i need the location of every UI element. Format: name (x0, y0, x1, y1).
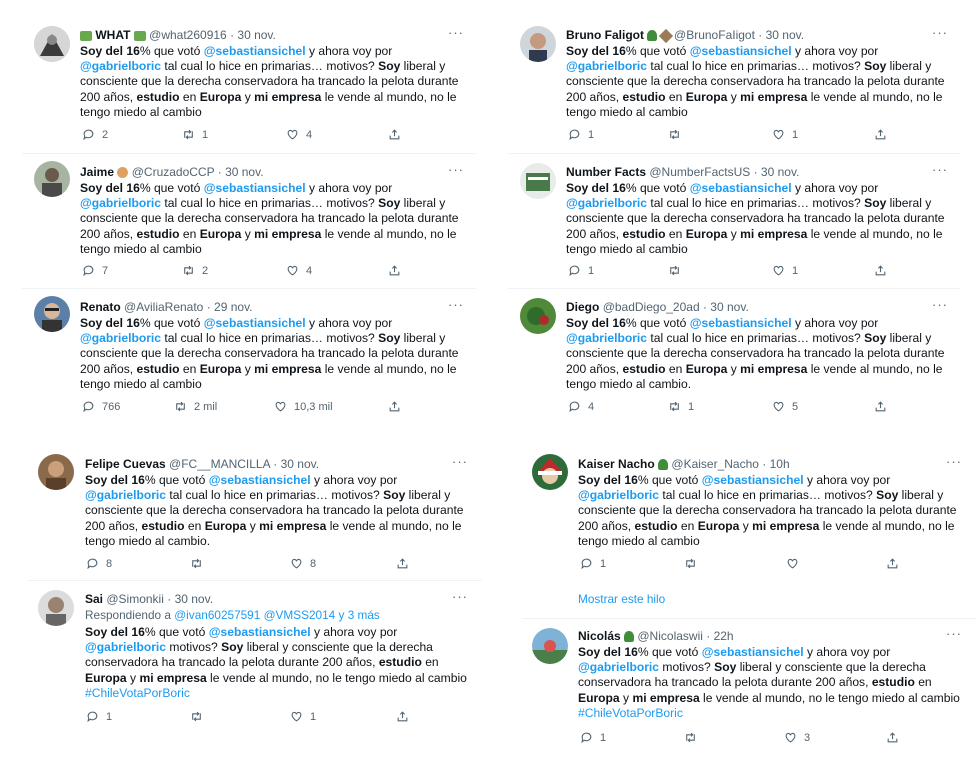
user-handle[interactable]: @BrunoFaIigot (674, 28, 755, 42)
tweet-text: Soy del 16% que votó @sebastiansichel y ahora voy por @gabrielboric motivos? Soy liberal y consciente que la derecha conservadora ha trancado la pelota durante 200 años, estudio en Europa y mi empresa le vende al mundo, no le tengo miedo al cambio #ChileVotaPorBoric (578, 645, 960, 720)
heart-icon (786, 557, 799, 570)
more-options-icon[interactable]: ··· (946, 626, 962, 641)
tweet[interactable] (28, 444, 482, 581)
tweet-date[interactable]: · 30 nov. (753, 165, 800, 179)
tweet-panel-top-right (508, 16, 960, 428)
reply-button[interactable]: 1 (568, 264, 594, 277)
share-button[interactable] (396, 557, 409, 570)
tweet[interactable] (508, 16, 960, 154)
heart-icon (286, 128, 299, 141)
tweet-text: Soy del 16% que votó @sebastiansichel y ahora voy por @gabrielboric tal cual lo hice en primarias… motivos? Soy liberal y consciente que la derecha conservadora ha trancado la pelota durante 200 años, estudio en Europa y mi empresa le vende al mundo, no le tengo miedo al cambio (80, 181, 459, 256)
tweet-header (566, 300, 749, 314)
tweet-actions (568, 264, 928, 278)
avatar[interactable] (532, 628, 568, 664)
retweet-button[interactable] (668, 128, 688, 141)
tweet-actions (82, 264, 442, 278)
tweet-date[interactable]: · 22h (706, 629, 734, 643)
user-handle[interactable]: @CruzadoCCP (131, 165, 215, 179)
tweet-text: Soy del 16% que votó @sebastiansichel y ahora voy por @gabrielboric tal cual lo hice en primarias… motivos? Soy liberal y consciente que la derecha conservadora ha trancado la pelota durante 200 años, estudio en Europa y mi empresa le vende al mundo, no le tengo miedo al cambio (566, 44, 945, 119)
share-icon (886, 557, 899, 570)
reply-button[interactable]: 1 (86, 710, 112, 723)
tweet-header (85, 457, 319, 471)
reply-button[interactable]: 2 (82, 128, 108, 141)
retweet-button[interactable]: 2 (182, 264, 208, 277)
tweet-date[interactable]: · 30 nov. (217, 165, 264, 179)
reply-icon (82, 400, 95, 413)
tweet-date[interactable]: · 29 nov. (206, 300, 253, 314)
tweet-header (85, 592, 213, 606)
retweet-icon (182, 264, 195, 277)
display-name[interactable]: Number Facts (566, 165, 647, 179)
retweet-icon (182, 128, 195, 141)
tree-icon (624, 631, 634, 642)
like-button[interactable]: 5 (772, 400, 798, 413)
retweet-button[interactable]: 2 mil (174, 400, 217, 413)
like-button[interactable]: 1 (290, 710, 316, 723)
heart-icon (290, 710, 303, 723)
tweet-panel-bottom-left (28, 444, 482, 744)
more-options-icon[interactable]: ··· (448, 297, 464, 312)
hashtag-link[interactable]: #ChileVotaPorBoric (85, 685, 190, 700)
tweet-actions (568, 400, 928, 414)
heart-icon (784, 731, 797, 744)
tweet-text: Soy del 16% que votó @sebastiansichel y ahora voy por @gabrielboric tal cual lo hice en primarias… motivos? Soy liberal y consciente que la derecha conservadora ha trancado la pelota durante 200 años, estudio en Europa y mi empresa le vende al mundo, no le tengo miedo al cambio (566, 181, 945, 256)
tweet[interactable] (22, 153, 476, 289)
retweet-icon (668, 400, 681, 413)
display-name[interactable]: Diego (566, 300, 600, 314)
reply-icon (568, 400, 581, 413)
tweet-actions (568, 128, 928, 142)
like-button[interactable]: 1 (772, 264, 798, 277)
tweet-actions (580, 557, 940, 571)
retweet-icon (668, 264, 681, 277)
retweet-button[interactable]: 1 (182, 128, 208, 141)
reply-icon (82, 264, 95, 277)
share-button[interactable] (886, 731, 899, 744)
like-button[interactable]: 4 (286, 128, 312, 141)
reply-icon (86, 710, 99, 723)
share-icon (396, 710, 409, 723)
tweet-actions (86, 557, 446, 571)
tweet-text: Soy del 16% que votó @sebastiansichel y ahora voy por @gabrielboric tal cual lo hice en primarias… motivos? Soy liberal y consciente que la derecha conservadora ha trancado la pelota durante 200 años, estudio en Europa y mi empresa le vende al mundo, no le tengo miedo al cambio (80, 316, 459, 391)
more-options-icon[interactable]: ··· (452, 589, 468, 604)
more-options-icon[interactable]: ··· (946, 454, 962, 469)
hashtag-link[interactable]: #ChileVotaPorBoric (578, 705, 683, 720)
like-button[interactable]: 8 (290, 557, 316, 570)
share-icon (886, 731, 899, 744)
tweet[interactable] (22, 288, 476, 428)
tweet[interactable] (508, 288, 960, 428)
reply-icon (86, 557, 99, 570)
share-button[interactable] (874, 400, 887, 413)
tweet-date[interactable]: · 30 nov. (758, 28, 805, 42)
heart-icon (274, 400, 287, 413)
user-handle[interactable]: @badDiego_20ad (602, 300, 700, 314)
tweet-header (80, 165, 264, 179)
tweet-header (80, 300, 253, 314)
tweet-text: Soy del 16% que votó @sebastiansichel y ahora voy por @gabrielboric tal cual lo hice en primarias… motivos? Soy liberal y consciente que la derecha conservadora ha trancado la pelota durante 200 años, estudio en Europa y mi empresa le vende al mundo, no le tengo miedo al cambio. (566, 316, 945, 391)
like-button[interactable]: 1 (772, 128, 798, 141)
retweet-icon (190, 557, 203, 570)
tweet-panel-bottom-right (522, 444, 976, 756)
display-name[interactable]: Sai (85, 592, 104, 606)
user-handle[interactable]: @Nicolaswii (637, 629, 703, 643)
avatar[interactable] (34, 161, 70, 197)
reply-button[interactable]: 766 (82, 400, 120, 413)
like-button[interactable] (786, 557, 806, 570)
heart-icon (772, 264, 785, 277)
retweet-button[interactable] (684, 557, 704, 570)
reply-icon (580, 731, 593, 744)
reply-button[interactable]: 8 (86, 557, 112, 570)
reply-button[interactable]: 4 (568, 400, 594, 413)
reply-button[interactable]: 7 (82, 264, 108, 277)
reply-icon (82, 128, 95, 141)
tweet[interactable] (522, 444, 976, 619)
display-name[interactable]: Kaiser Nacho (578, 457, 655, 471)
tweet-date[interactable]: · 30 nov. (230, 28, 276, 42)
tree-icon (658, 459, 668, 470)
tweet-date[interactable]: · 30 nov. (702, 300, 749, 314)
tweet-header (566, 165, 799, 179)
like-button[interactable]: 3 (784, 731, 810, 744)
more-options-icon[interactable]: ··· (932, 162, 948, 177)
avatar[interactable] (520, 26, 556, 62)
share-button[interactable] (388, 400, 401, 413)
tweet-actions (82, 128, 442, 142)
display-name[interactable]: Jaime (80, 165, 115, 179)
reply-button[interactable]: 1 (580, 731, 606, 744)
retweet-button[interactable] (190, 710, 210, 723)
tweet-actions (82, 400, 462, 414)
retweet-icon (668, 128, 681, 141)
tweet[interactable] (522, 618, 976, 756)
retweet-icon (684, 557, 697, 570)
show-thread-link[interactable]: Mostrar este hilo (578, 592, 666, 606)
retweet-button[interactable]: 1 (668, 400, 694, 413)
dog-emoji-icon (117, 167, 128, 178)
heart-icon (290, 557, 303, 570)
reply-to-link[interactable]: @ivan60257591 @VMSS2014 y 3 más (174, 608, 380, 622)
retweet-button[interactable] (668, 264, 688, 277)
display-name[interactable]: Renato (80, 300, 121, 314)
display-name[interactable]: Felipe Cuevas (85, 457, 166, 471)
tweet-date[interactable]: · 30 nov. (273, 457, 320, 471)
share-icon (874, 400, 887, 413)
share-button[interactable] (388, 264, 401, 277)
user-handle[interactable]: @FC__MANCILLA (169, 457, 270, 471)
reply-icon (580, 557, 593, 570)
reply-button[interactable]: 1 (580, 557, 606, 570)
tree-icon (647, 30, 657, 41)
more-options-icon[interactable]: ··· (452, 454, 468, 469)
share-icon (874, 128, 887, 141)
avatar[interactable] (520, 298, 556, 334)
tweet-text: Soy del 16% que votó @sebastiansichel y ahora voy por @gabrielboric tal cual lo hice en primarias… motivos? Soy liberal y consciente que la derecha conservadora ha trancado la pelota durante 200 años, estudio en Europa y mi empresa le vende al mundo, no le tengo miedo al cambio (80, 44, 459, 119)
retweet-icon (684, 731, 697, 744)
heart-icon (286, 264, 299, 277)
share-icon (388, 400, 401, 413)
share-icon (388, 264, 401, 277)
hammer-icon (659, 29, 673, 43)
tweet-text: Soy del 16% que votó @sebastiansichel y ahora voy por @gabrielboric tal cual lo hice en primarias… motivos? Soy liberal y consciente que la derecha conservadora ha trancado la pelota durante 200 años, estudio en Europa y mi empresa le vende al mundo, no le tengo miedo al cambio (578, 473, 957, 548)
tweet-header (578, 457, 790, 471)
reply-button[interactable]: 1 (568, 128, 594, 141)
heart-icon (772, 400, 785, 413)
tweet[interactable] (508, 153, 960, 289)
avatar[interactable] (38, 454, 74, 490)
share-button[interactable] (388, 128, 401, 141)
share-icon (396, 557, 409, 570)
retweet-button[interactable] (684, 731, 704, 744)
display-name[interactable]: Nicolás (578, 629, 621, 643)
user-handle[interactable]: @what260916 (149, 28, 227, 42)
retweet-icon (174, 400, 187, 413)
share-button[interactable] (886, 557, 899, 570)
replying-to: Respondiendo a @ivan60257591 @VMSS2014 y 3 más (85, 608, 380, 622)
tweet[interactable] (28, 580, 482, 744)
avatar[interactable] (38, 590, 74, 626)
money-icon (134, 31, 146, 41)
share-icon (388, 128, 401, 141)
tweet-actions (580, 731, 940, 745)
reply-icon (568, 264, 581, 277)
avatar[interactable] (520, 163, 556, 199)
share-button[interactable] (874, 264, 887, 277)
share-button[interactable] (396, 710, 409, 723)
tweet-text: Soy del 16% que votó @sebastiansichel y ahora voy por @gabrielboric tal cual lo hice en primarias… motivos? Soy liberal y consciente que la derecha conservadora ha trancado la pelota durante 200 años, estudio en Europa y mi empresa le vende al mundo, no le tengo miedo al cambio. (85, 473, 464, 548)
like-button[interactable]: 4 (286, 264, 312, 277)
share-icon (874, 264, 887, 277)
more-options-icon[interactable]: ··· (448, 162, 464, 177)
tweet-text: Soy del 16% que votó @sebastiansichel y ahora voy por @gabrielboric motivos? Soy liberal y consciente que la derecha conservadora ha trancado la pelota durante 200 años, estudio en Europa y mi empresa le vende al mundo, no le tengo miedo al cambio #ChileVotaPorBoric (85, 625, 467, 700)
heart-icon (772, 128, 785, 141)
tweet-header (80, 28, 276, 42)
avatar[interactable] (34, 26, 70, 62)
tweet-panel-top-left (22, 16, 476, 428)
reply-icon (568, 128, 581, 141)
avatar[interactable] (532, 454, 568, 490)
tweet-actions (86, 710, 446, 724)
money-icon (80, 31, 92, 41)
tweet[interactable] (22, 16, 476, 154)
like-button[interactable]: 10,3 mil (274, 400, 333, 413)
display-name[interactable]: Bruno Faligot (566, 28, 644, 42)
tweet-date[interactable]: · 10h (762, 457, 790, 471)
avatar[interactable] (34, 296, 70, 332)
retweet-button[interactable] (190, 557, 210, 570)
user-handle[interactable]: @Simonkii (106, 592, 164, 606)
user-handle[interactable]: @NumberFactsUS (649, 165, 751, 179)
user-handle[interactable]: @AviliaRenato (124, 300, 204, 314)
user-handle[interactable]: @Kaiser_Nacho (671, 457, 759, 471)
display-name[interactable]: WHAT (95, 28, 131, 42)
retweet-icon (190, 710, 203, 723)
tweet-date[interactable]: · 30 nov. (167, 592, 214, 606)
more-options-icon[interactable]: ··· (932, 297, 948, 312)
tweet-header (578, 629, 734, 643)
tweet-header (566, 28, 804, 42)
share-button[interactable] (874, 128, 887, 141)
more-options-icon[interactable]: ··· (448, 25, 464, 40)
more-options-icon[interactable]: ··· (932, 25, 948, 40)
